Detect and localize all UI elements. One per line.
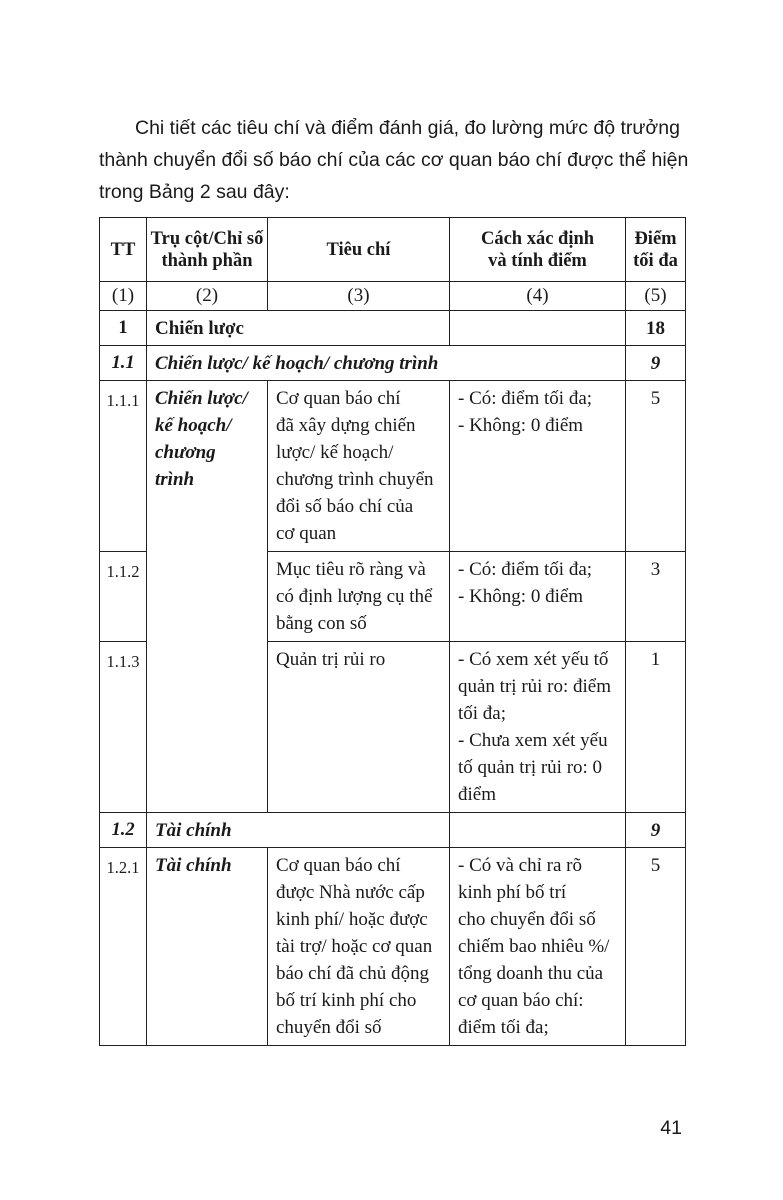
method-line: - Có xem xét yếu tố [458,649,609,670]
subsection-tt: 1.1 [100,346,147,381]
section-empty [450,311,626,346]
table-row [100,848,686,1046]
row-tt: 1.2.1 [100,848,147,1046]
method-line: chiếm bao nhiêu %/ [458,936,610,957]
method-line: tố quản trị rủi ro: 0 [458,757,603,778]
pillar-line: chương [155,442,216,463]
subsection-row [100,346,686,381]
column-number-row [100,282,686,311]
header-pillar-line: thành phần [161,250,253,271]
criteria-line: chuyển đổi số [276,1017,382,1038]
criteria-line: chương trình chuyển [276,469,434,490]
subsection-tt: 1.2 [100,813,147,848]
score-cell: 3 [626,552,686,642]
method-line: điểm [458,784,496,805]
pillar-cell: Tài chính [147,848,268,1046]
subsection-row [100,813,686,848]
criteria-line: tài trợ/ hoặc cơ quan [276,936,433,957]
method-line: tổng doanh thu của [458,963,604,984]
method-line: quản trị rủi ro: điểm [458,676,612,697]
criteria-line: có định lượng cụ thể [276,586,433,607]
method-line: - Chưa xem xét yếu [458,730,608,751]
column-number: (5) [626,282,686,311]
method-line: kinh phí bố trí [458,882,567,903]
method-line: - Có: điểm tối đa; [458,559,593,580]
subsection-empty [450,813,626,848]
row-tt: 1.1.3 [100,642,147,813]
subsection-name: Chiến lược/ kế hoạch/ chương trình [147,346,626,381]
subsection-score: 9 [626,813,686,848]
criteria-line: cơ quan [276,523,337,544]
criteria-line: Quản trị rủi ro [276,649,386,670]
score-cell: 5 [626,848,686,1046]
intro-paragraph [99,112,689,208]
header-method-line: Cách xác định [480,228,595,249]
column-number: (1) [100,282,147,311]
criteria-line: Cơ quan báo chí [276,855,401,876]
method-line: - Không: 0 điểm [458,586,584,607]
method-line: cho chuyển đổi số [458,909,596,930]
criteria-line: bằng con số [276,613,367,634]
row-tt: 1.1.1 [100,381,147,552]
section-tt: 1 [100,311,147,346]
criteria-cell [268,552,450,642]
header-criteria: Tiêu chí [268,218,450,282]
method-line: - Không: 0 điểm [458,415,584,436]
pillar-line: trình [155,469,195,490]
header-method-line: và tính điểm [488,250,587,271]
column-number: (3) [268,282,450,311]
header-tt: TT [100,218,147,282]
column-number: (2) [147,282,268,311]
criteria-line: lược/ kế hoạch/ [276,442,394,463]
criteria-line: báo chí đã chủ động [276,963,430,984]
criteria-line: kinh phí/ hoặc được [276,909,428,930]
header-score-line: Điểm [634,228,677,249]
table-row [100,381,686,552]
method-cell [450,642,626,813]
section-row [100,311,686,346]
intro-line: Chi tiết các tiêu chí và điểm đánh giá, đo lường mức độ trưởng [135,117,680,139]
criteria-line: được Nhà nước cấp [276,882,425,903]
criteria-table [99,217,686,1046]
page-number: 41 [660,1117,682,1139]
method-line: cơ quan báo chí: [458,990,584,1011]
method-line: tối đa; [458,703,507,724]
criteria-cell [268,642,450,813]
criteria-line: đã xây dựng chiến [276,415,416,436]
pillar-line: Chiến lược/ [155,388,248,409]
criteria-line: đổi số báo chí của [276,496,414,517]
header-pillar-line: Trụ cột/Chỉ số [150,228,264,249]
method-line: - Có: điểm tối đa; [458,388,593,409]
method-line: điểm tối đa; [458,1017,549,1038]
criteria-cell [268,848,450,1046]
header-row [100,218,686,282]
header-score [626,218,686,282]
header-pillar [147,218,268,282]
criteria-line: Mục tiêu rõ ràng và [276,559,426,580]
pillar-cell [147,381,268,813]
score-cell: 1 [626,642,686,813]
subsection-name: Tài chính [147,813,450,848]
score-cell: 5 [626,381,686,552]
section-name: Chiến lược [147,311,450,346]
row-tt: 1.1.2 [100,552,147,642]
criteria-cell [268,381,450,552]
section-score: 18 [626,311,686,346]
pillar-line: kế hoạch/ [155,415,232,436]
criteria-line: Cơ quan báo chí [276,388,401,409]
method-cell [450,848,626,1046]
criteria-line: bố trí kinh phí cho [276,990,417,1011]
method-cell [450,552,626,642]
header-score-line: tối đa [633,250,678,271]
header-method [450,218,626,282]
method-line: - Có và chỉ ra rõ [458,855,582,876]
intro-line: trong Bảng 2 sau đây: [99,181,290,203]
method-cell [450,381,626,552]
intro-line: thành chuyển đổi số báo chí của các cơ quan báo chí được thể hiện [99,149,689,171]
subsection-score: 9 [626,346,686,381]
column-number: (4) [450,282,626,311]
